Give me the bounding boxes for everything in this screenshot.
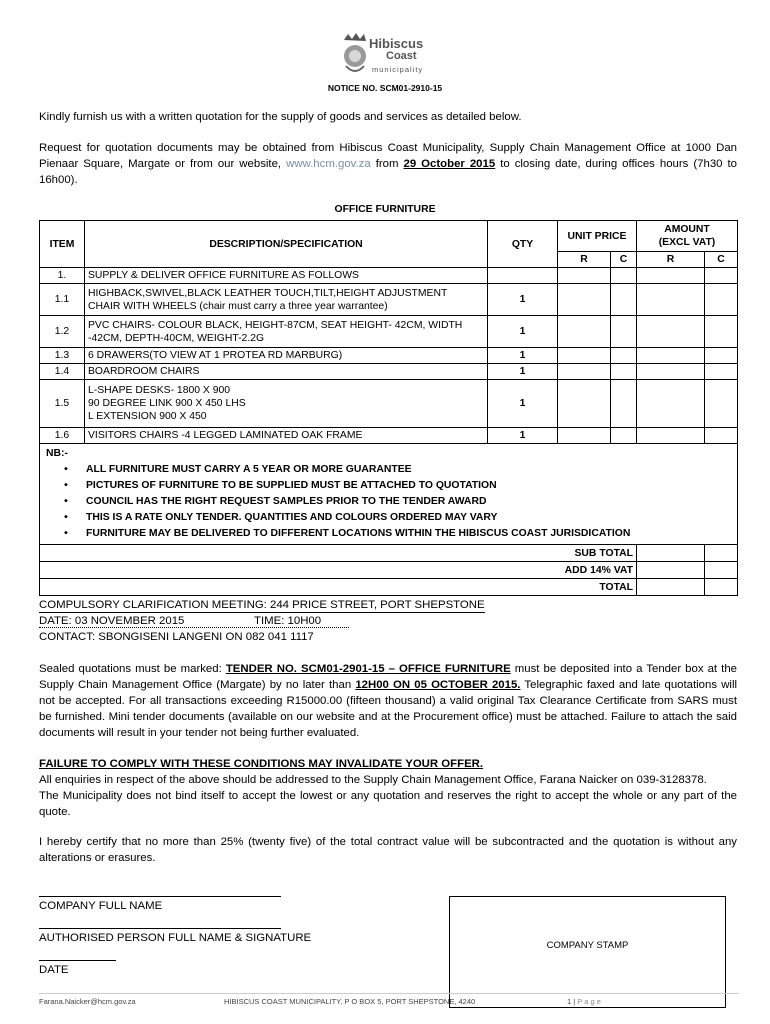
meeting-time: TIME: 10H00 [254,615,322,627]
nb-section [40,444,738,545]
row-description [85,380,488,428]
nb-item: • ALL FURNITURE MUST CARRY A 5 YEAR OR MORE GUARANTEE [64,464,412,475]
footer-page: 1 | P a g e [567,997,601,1006]
sealed-part-2: must be deposited into a Tender box at the Supply Chain Management Office (Margate) by no later than [39,663,737,691]
amount-c-cell[interactable] [705,380,738,428]
request-part-2: from [375,158,399,170]
row-item: 1. [40,268,85,284]
table-row [40,284,738,316]
subtotal-r-cell[interactable] [637,545,705,562]
amount-c-cell[interactable] [705,316,738,348]
row-desc-line: VISITORS CHAIRS -4 LEGGED LAMINATED OAK FRAME [88,430,363,441]
amount-c-cell[interactable] [705,284,738,316]
date-label: DATE [39,964,69,976]
row-item: 1.1 [40,284,85,316]
notice-number: NOTICE NO. SCM01-2910-15 [327,83,443,93]
unit-r-cell[interactable] [558,428,611,444]
crest-icon [340,32,368,76]
total-c-cell[interactable] [705,579,738,596]
company-stamp-box[interactable] [449,896,726,1008]
total-r-cell[interactable] [637,579,705,596]
unit-c-cell[interactable] [611,364,637,380]
subtotal-label: SUB TOTAL [40,545,637,562]
company-stamp-label: COMPANY STAMP [546,940,629,951]
header-item: ITEM [40,221,85,268]
logo-word-2: Coast [386,50,417,62]
header-amount-label: AMOUNT [664,224,710,235]
amount-r-cell[interactable] [637,380,705,428]
unit-r-cell[interactable] [558,364,611,380]
unit-c-cell[interactable] [611,380,637,428]
amount-c-cell[interactable] [705,428,738,444]
nb-item: • FURNITURE MAY BE DELIVERED TO DIFFERENT LOCATIONS WITHIN THE HIBISCUS COAST JURISDICATION [64,528,631,539]
deadline: 12H00 ON 05 OCTOBER 2015. [355,679,521,691]
date-line[interactable] [39,960,116,961]
table-row [40,428,738,444]
amount-r-cell[interactable] [637,316,705,348]
table-row [40,268,738,284]
intro-text: Kindly furnish us with a written quotation for the supply of goods and services as detailed below. [39,111,522,123]
row-item: 1.5 [40,380,85,428]
footer-email: Farana.Naicker@hcm.gov.za [39,997,136,1006]
unit-c-cell[interactable] [611,268,637,284]
nb-item: • COUNCIL HAS THE RIGHT REQUEST SAMPLES PRIOR TO THE TENDER AWARD [64,496,487,507]
amount-r-cell[interactable] [637,428,705,444]
amount-r-cell[interactable] [637,364,705,380]
authorised-label: AUTHORISED PERSON FULL NAME & SIGNATURE [39,932,312,944]
row-desc-line: SUPPLY & DELIVER OFFICE FURNITURE AS FOLLOWS [88,270,359,281]
sealed-quotations-paragraph [39,661,737,741]
row-desc-line: BOARDROOM CHAIRS [88,366,200,377]
footer-rule [39,993,739,994]
logo-word-1: Hibiscus [369,36,424,51]
header-amount-r: R [637,252,705,268]
header-unit-price: UNIT PRICE [558,221,637,252]
row-item: 1.6 [40,428,85,444]
amount-c-cell[interactable] [705,364,738,380]
row-qty: 1 [488,284,558,316]
row-desc-line: 90 DEGREE LINK 900 X 450 LHS [88,398,246,409]
row-qty: 1 [488,316,558,348]
failure-warning: FAILURE TO COMPLY WITH THESE CONDITIONS MAY INVALIDATE YOUR OFFER. [39,758,484,770]
table-title: OFFICE FURNITURE [334,204,436,215]
meeting-contact: CONTACT: SBONGISENI LANGENI ON 082 041 1117 [39,631,314,643]
footer-address: HIBISCUS COAST MUNICIPALITY, P O BOX 5, PORT SHEPSTONE, 4240 [224,997,476,1006]
unit-r-cell[interactable] [558,284,611,316]
nb-item: • PICTURES OF FURNITURE TO BE SUPPLIED MUST BE ATTACHED TO QUOTATION [64,480,497,491]
row-item: 1.2 [40,316,85,348]
quotation-table [39,220,738,596]
enquiries-text: All enquiries in respect of the above should be addressed to the Supply Chain Management Office, Farana Naicker on 039-3128378. [39,774,707,786]
meeting-date: DATE: 03 NOVEMBER 2015 [39,615,185,627]
row-description [85,268,488,284]
sealed-part-3: Telegraphic faxed and late quotations will not be accepted. For all transactions exceeding R15000.00 (fifteen thousand) a valid original Tax Clearance Certificate from SARS must be furnished. Mini tender documents (available on our website and at the Procurement office) must be attached. Failure to attach the said documents will result in your tender not being further evaluated. [39,679,738,739]
vat-label: ADD 14% VAT [40,562,637,579]
row-item: 1.4 [40,364,85,380]
amount-r-cell[interactable] [637,348,705,364]
table-row [40,364,738,380]
row-qty: 1 [488,348,558,364]
municipality-logo [340,32,450,76]
table-row [40,380,738,428]
subtotal-c-cell[interactable] [705,545,738,562]
row-description [85,428,488,444]
company-name-line[interactable] [39,896,281,897]
total-label: TOTAL [40,579,637,596]
row-qty: 1 [488,428,558,444]
page-number: 1 [567,997,572,1006]
table-row [40,316,738,348]
page-label: P a g e [577,997,601,1006]
tender-number: TENDER NO. SCM01-2901-15 – OFFICE FURNITURE [225,663,511,675]
row-desc-line: PVC CHAIRS- COLOUR BLACK, HEIGHT-87CM, SEAT HEIGHT- 42CM, WIDTH [88,319,463,331]
request-part-3: to closing date, during offices hours (7h30 to 16h00). [39,158,737,186]
header-amount-c: C [705,252,738,268]
signature-line[interactable] [39,928,281,929]
vat-c-cell[interactable] [705,562,738,579]
logo-word-3: municipality [372,65,424,74]
unit-c-cell[interactable] [611,428,637,444]
header-amount [637,221,738,252]
nb-label: NB:- [46,448,68,459]
amount-r-cell[interactable] [637,284,705,316]
clarification-meeting: COMPULSORY CLARIFICATION MEETING: 244 PRICE STREET, PORT SHEPSTONE [39,599,485,611]
request-paragraph [39,140,737,188]
request-part-1: Request for quotation documents may be obtained from Hibiscus Coast Municipality, Supply Chain Management Office at 1000 Dan Pienaar Square, Margate or from our website, [39,142,737,170]
unit-r-cell[interactable] [558,316,611,348]
unit-c-cell[interactable] [611,316,637,348]
unit-c-cell[interactable] [611,284,637,316]
row-qty: 1 [488,380,558,428]
row-qty [488,268,558,284]
header-amount-sub: (EXCL VAT) [658,237,716,248]
row-desc-line: CHAIR WITH WHEELS (chair must carry a three year warrantee) [88,300,388,312]
row-desc-line: HIGHBACK,SWIVEL,BLACK LEATHER TOUCH,TILT,HEIGHT ADJUSTMENT [88,287,448,299]
row-description [85,284,488,316]
amount-c-cell[interactable] [705,268,738,284]
certify-text: I hereby certify that no more than 25% (twenty five) of the total contract value will be subcontracted and the quotation is without any alterations or erasures. [39,836,737,864]
amount-c-cell[interactable] [705,348,738,364]
unit-r-cell[interactable] [558,380,611,428]
row-description [85,348,488,364]
table-row [40,348,738,364]
company-name-label: COMPANY FULL NAME [39,900,163,912]
row-desc-line: L EXTENSION 900 X 450 [88,411,207,422]
row-desc-line: -42CM, DEPTH-40CM, WEIGHT-2.2G [88,332,265,344]
row-description [85,316,488,348]
unit-r-cell[interactable] [558,348,611,364]
vat-r-cell[interactable] [637,562,705,579]
row-item: 1.3 [40,348,85,364]
unit-r-cell[interactable] [558,268,611,284]
row-qty: 1 [488,364,558,380]
header-unit-r: R [558,252,611,268]
unit-c-cell[interactable] [611,348,637,364]
sealed-part-1: Sealed quotations must be marked: [39,663,222,675]
bind-text: The Municipality does not bind itself to accept the lowest or any quotation and reserves the right to accept the whole or any part of the quote. [39,790,737,818]
row-desc-line: L-SHAPE DESKS- 1800 X 900 [88,385,231,396]
header-qty: QTY [488,221,558,268]
row-desc-line: 6 DRAWERS(TO VIEW AT 1 PROTEA RD MARBURG) [88,350,343,361]
website-link[interactable]: www.hcm.gov.za [286,158,371,170]
amount-r-cell[interactable] [637,268,705,284]
row-description [85,364,488,380]
header-unit-c: C [611,252,637,268]
request-date: 29 October 2015 [403,158,496,170]
nb-item: • THIS IS A RATE ONLY TENDER. QUANTITIES AND COLOURS ORDERED MAY VARY [64,512,498,523]
header-description: DESCRIPTION/SPECIFICATION [85,221,488,268]
